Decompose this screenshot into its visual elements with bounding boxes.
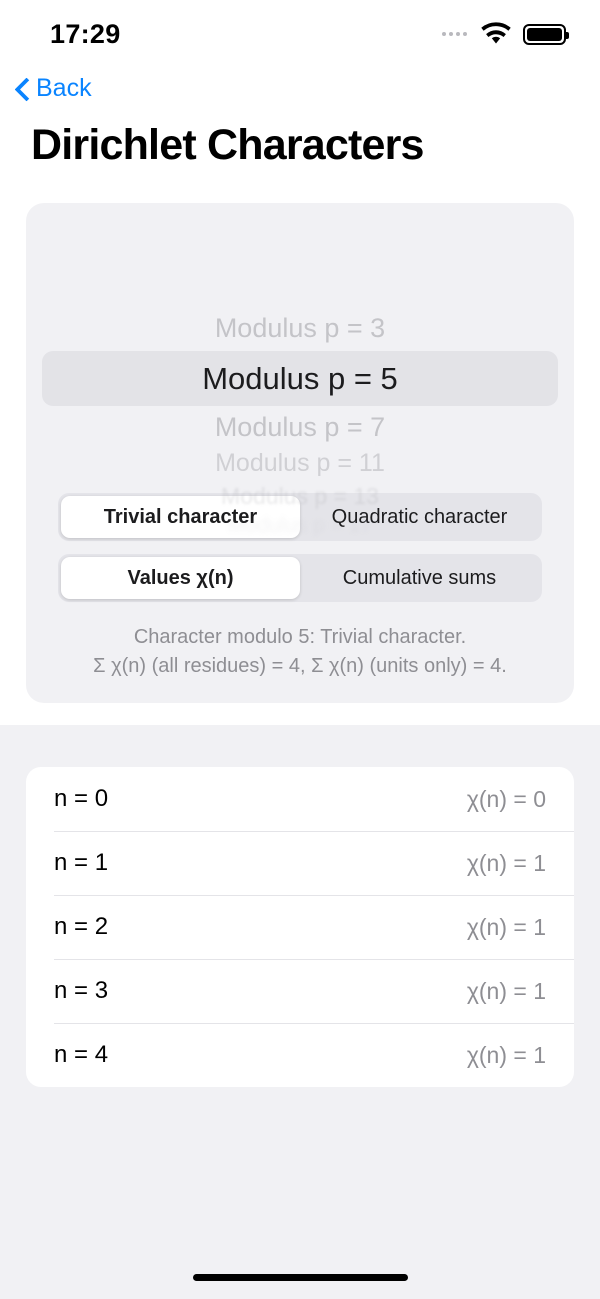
row-value: χ(n) = 0 (466, 785, 546, 812)
wifi-icon (480, 23, 512, 46)
row-label: n = 1 (54, 849, 109, 876)
home-indicator[interactable] (193, 1274, 408, 1281)
picker-option-selected[interactable]: Modulus p = 5 (42, 351, 558, 406)
status-indicators (442, 23, 566, 46)
row-value: χ(n) = 1 (466, 1041, 546, 1068)
status-bar (0, 0, 600, 68)
picker-option-below-2[interactable]: Modulus p = 11 (215, 449, 385, 477)
table-row[interactable] (26, 895, 574, 959)
table-row[interactable] (26, 831, 574, 895)
segment-quadratic-character[interactable]: Quadratic character (331, 505, 508, 528)
picker-option-above[interactable]: Modulus p = 3 (214, 313, 386, 343)
row-value: χ(n) = 1 (466, 849, 546, 876)
picker-option-below-3[interactable]: Modulus p = 13 (221, 483, 379, 509)
row-value: χ(n) = 1 (466, 977, 546, 1004)
chevron-left-icon (16, 77, 30, 101)
back-button[interactable] (16, 74, 92, 103)
values-list (26, 767, 574, 1087)
back-button-label: Back (36, 74, 92, 102)
picker-option-below-4[interactable]: Modulus p = 17 (227, 514, 373, 537)
values-list-section (0, 725, 600, 1255)
display-mode-segmented-control[interactable] (58, 554, 542, 602)
status-time: 17:29 (50, 18, 121, 49)
table-row[interactable] (26, 959, 574, 1023)
segment-values-chi[interactable]: Values χ(n) (61, 557, 300, 599)
table-row[interactable] (26, 1023, 574, 1087)
home-indicator-area (0, 1255, 600, 1299)
table-row[interactable] (26, 767, 574, 831)
row-label: n = 0 (54, 785, 109, 812)
row-label: n = 4 (54, 1041, 109, 1068)
character-summary (42, 623, 558, 681)
segment-cumulative-sums[interactable]: Cumulative sums (342, 566, 497, 589)
controls-card (26, 203, 574, 703)
battery-full-icon (523, 24, 566, 45)
picker-option-below-1[interactable]: Modulus p = 7 (214, 412, 386, 442)
summary-line-2: Σ χ(n) (all residues) = 4, Σ χ(n) (units only) = 4. (93, 655, 507, 677)
row-value: χ(n) = 1 (466, 913, 546, 940)
row-label: n = 3 (54, 977, 109, 1004)
navigation-bar (0, 68, 600, 105)
page-title: Dirichlet Characters (31, 121, 424, 169)
row-label: n = 2 (54, 913, 109, 940)
summary-line-1: Character modulo 5: Trivial character. (133, 626, 467, 648)
segment-trivial-character[interactable]: Trivial character (61, 496, 300, 538)
cellular-dots-icon (442, 32, 467, 36)
